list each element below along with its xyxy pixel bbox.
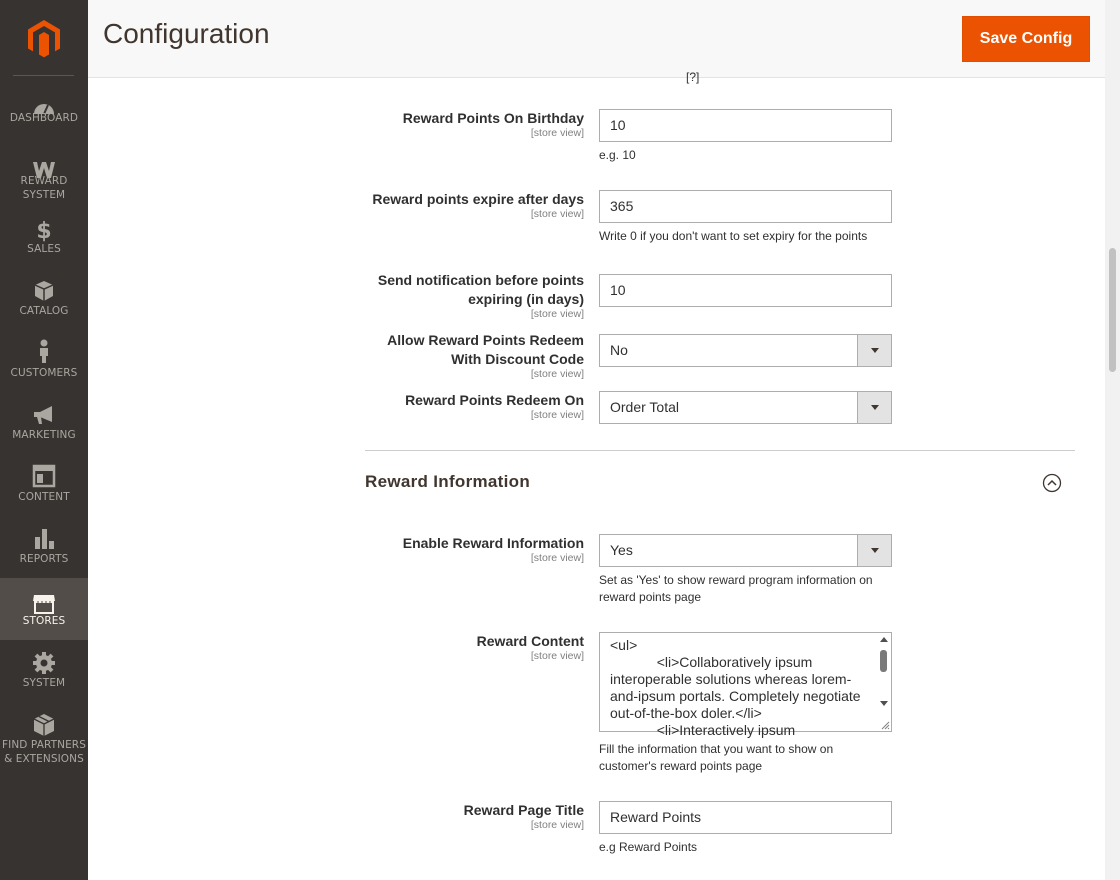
section-divider <box>365 450 1075 451</box>
redeem-on-value: Order Total <box>610 399 679 415</box>
textarea-scroll-thumb[interactable] <box>880 650 887 672</box>
sidebar-item-catalog[interactable] <box>0 277 88 339</box>
enable-reward-info-label: Enable Reward Information <box>402 535 584 551</box>
reward-page-title-label: Reward Page Title <box>463 802 584 818</box>
expire-days-label: Reward points expire after days <box>372 191 584 207</box>
expire-days-scope: [store view] <box>530 208 584 220</box>
config-content <box>88 70 1105 880</box>
enable-reward-info-value: Yes <box>610 542 633 558</box>
content-layout-icon <box>32 464 56 488</box>
sidebar-item-label: FIND PARTNERS & EXTENSIONS <box>2 739 86 765</box>
reward-page-title-input[interactable]: Reward Points <box>599 801 892 834</box>
page-scrollbar[interactable] <box>1105 0 1120 880</box>
sidebar-item-sales[interactable] <box>0 215 88 277</box>
allow-redeem-value: No <box>610 342 628 358</box>
magento-logo-icon[interactable] <box>0 0 88 76</box>
sidebar-item-label: CUSTOMERS <box>10 367 78 379</box>
sidebar-item-label: REPORTS <box>19 553 69 565</box>
notify-days-label-line2: expiring (in days) <box>468 291 584 307</box>
sidebar-item-label: CATALOG <box>19 305 69 317</box>
sidebar-item-label: SALES <box>27 243 61 255</box>
blocks-icon <box>32 713 56 737</box>
sidebar-item-label: DASHBOARD <box>9 112 79 124</box>
chevron-down-icon <box>857 392 891 423</box>
sidebar-item-label: REWARD SYSTEM <box>20 175 68 201</box>
dollar-icon <box>32 218 56 242</box>
scroll-up-arrow-icon[interactable] <box>880 637 888 642</box>
scroll-down-arrow-icon[interactable] <box>880 701 888 706</box>
storefront-icon <box>32 592 56 616</box>
gear-icon <box>32 651 56 675</box>
sidebar-item-label: CONTENT <box>18 491 70 503</box>
admin-sidebar <box>0 0 88 880</box>
sidebar-item-marketing[interactable] <box>0 401 88 463</box>
sidebar-item-content[interactable] <box>0 463 88 525</box>
textarea-scrollbar[interactable] <box>877 633 891 731</box>
redeem-on-select[interactable] <box>599 391 892 424</box>
page-title: Configuration <box>103 18 270 49</box>
sidebar-item-find-partners[interactable] <box>0 711 88 771</box>
svg-text:$: $ <box>36 219 52 244</box>
chevron-down-icon <box>857 535 891 566</box>
notify-days-label-line1: Send notification before points <box>377 272 584 288</box>
enable-reward-info-note: Set as 'Yes' to show reward program information on reward points page <box>599 573 873 604</box>
reward-content-text: <ul> <li>Collaboratively ipsum interoperable solutions whereas lorem-and-ipsum portals. Completely negotiate out-of-the-box doler.</li> <li>Interactively ipsum <box>610 637 861 738</box>
bar-chart-icon <box>32 527 56 551</box>
enable-reward-info-select[interactable] <box>599 534 892 567</box>
reward-page-title-scope: [store view] <box>530 819 584 831</box>
reward-page-title-note: e.g Reward Points <box>599 840 698 854</box>
enable-reward-info-scope: [store view] <box>530 552 584 564</box>
save-config-button[interactable]: Save Config <box>962 16 1090 62</box>
page-header <box>88 0 1105 78</box>
sidebar-item-reward-system[interactable] <box>0 146 88 208</box>
collapse-chevron-up-icon[interactable] <box>1042 473 1062 493</box>
allow-redeem-label-line1: Allow Reward Points Redeem <box>387 332 584 348</box>
page-scroll-thumb[interactable] <box>1109 248 1116 372</box>
birthday-points-scope: [store view] <box>530 127 584 139</box>
redeem-on-label: Reward Points Redeem On <box>405 392 584 408</box>
allow-redeem-scope: [store view] <box>530 368 584 380</box>
sidebar-item-label: SYSTEM <box>22 677 66 689</box>
notify-days-input[interactable]: 10 <box>599 274 892 307</box>
chevron-down-icon <box>857 335 891 366</box>
birthday-points-input[interactable]: 10 <box>599 109 892 142</box>
reward-content-label: Reward Content <box>476 633 584 649</box>
sidebar-item-label: MARKETING <box>12 429 76 441</box>
sidebar-item-label: STORES <box>22 615 66 627</box>
logo-divider <box>13 75 74 76</box>
sidebar-item-customers[interactable] <box>0 339 88 401</box>
megaphone-icon <box>32 403 56 427</box>
expire-days-input[interactable]: 365 <box>599 190 892 223</box>
sidebar-item-dashboard[interactable] <box>0 84 88 146</box>
allow-redeem-select[interactable] <box>599 334 892 367</box>
customer-person-icon <box>32 339 56 363</box>
birthday-points-label: Reward Points On Birthday <box>402 110 584 126</box>
reward-content-textarea[interactable] <box>599 632 892 738</box>
redeem-on-scope: [store view] <box>530 409 584 421</box>
reward-information-section-title[interactable]: Reward Information <box>365 472 531 491</box>
resize-grip-icon[interactable] <box>880 720 890 730</box>
sidebar-item-system[interactable] <box>0 649 88 711</box>
allow-redeem-label-line2: With Discount Code <box>451 351 584 367</box>
reward-content-scope: [store view] <box>530 650 584 662</box>
notify-days-scope: [store view] <box>530 308 584 320</box>
catalog-box-icon <box>32 279 56 303</box>
reward-content-note: Fill the information that you want to show on customer's reward points page <box>599 742 834 773</box>
expire-days-note: Write 0 if you don't want to set expiry for the points <box>599 229 868 243</box>
birthday-points-note: e.g. 10 <box>599 148 636 162</box>
cut-off-scope-text: [?] <box>686 70 700 84</box>
sidebar-item-stores[interactable] <box>0 578 88 640</box>
